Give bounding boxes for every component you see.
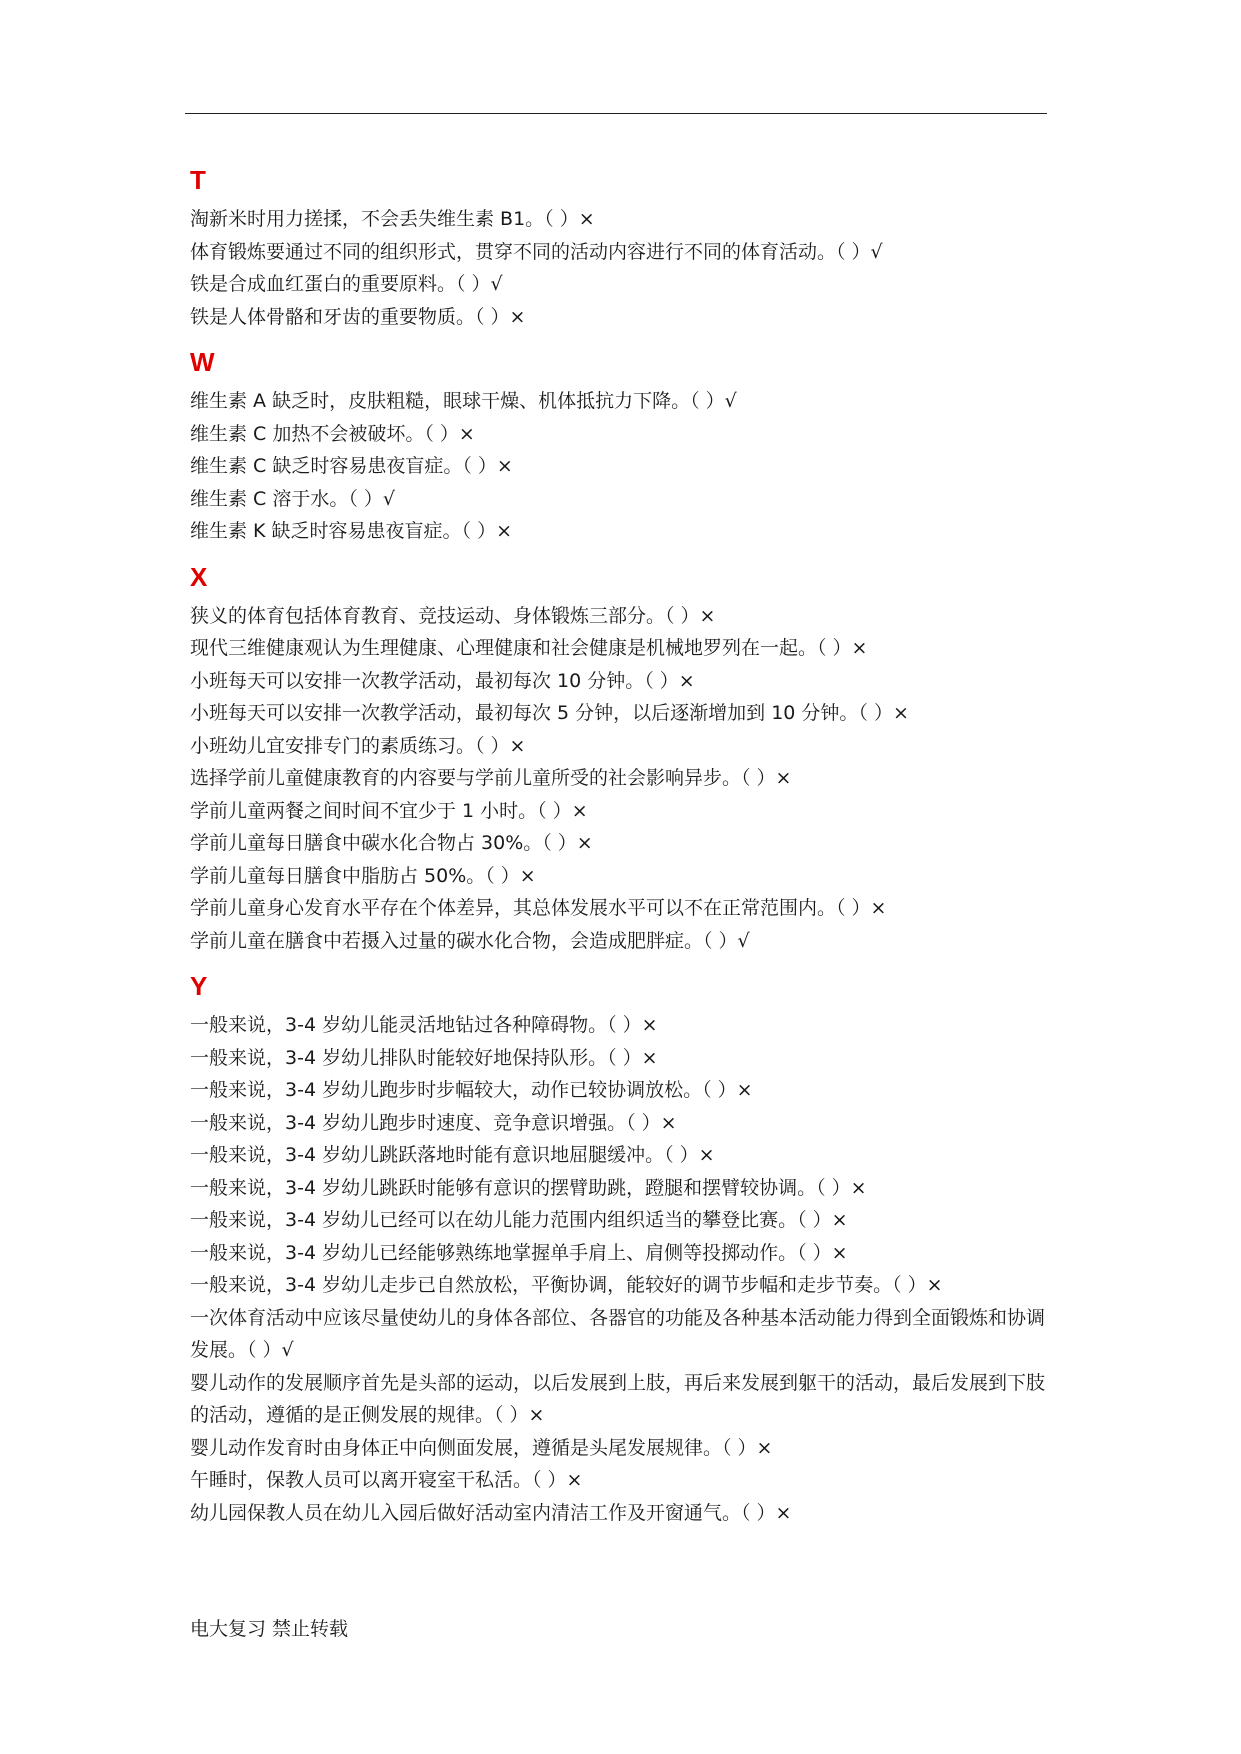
section-gap xyxy=(190,548,1052,562)
statement-item: 一般来说，3-4 岁幼儿跑步时速度、竞争意识增强。（ ）× xyxy=(190,1111,677,1134)
statement-item: 小班幼儿宜安排专门的素质练习。（ ）× xyxy=(190,734,526,757)
statement-item: 幼儿园保教人员在幼儿入园后做好活动室内清洁工作及开窗通气。（ ）× xyxy=(190,1501,792,1524)
statement-item: 婴儿动作的发展顺序首先是头部的运动，以后发展到上肢，再后来发展到躯干的活动，最后发展到下肢的活动，遵循的是正侧发展的规律。（ ）× xyxy=(190,1371,1046,1426)
statement-item: 维生素 A 缺乏时，皮肤粗糙，眼球干燥、机体抵抗力下降。（ ）√ xyxy=(190,390,737,412)
statement-item: 学前儿童身心发育水平存在个体差异，其总体发展水平可以不在正常范围内。（ ）× xyxy=(190,897,887,919)
statement-item: 一般来说，3-4 岁幼儿已经能够熟练地掌握单手肩上、肩侧等投掷动作。（ ）× xyxy=(190,1241,848,1264)
statement-item: 维生素 C 缺乏时容易患夜盲症。（ ）× xyxy=(190,455,513,477)
statement-item: 一般来说，3-4 岁幼儿走步已自然放松，平衡协调，能较好的调节步幅和走步节奏。（ ）× xyxy=(190,1274,943,1296)
statement-item: 学前儿童每日膳食中脂肪占 50%。（ ）× xyxy=(190,864,536,887)
statement-item: 一般来说，3-4 岁幼儿跑步时步幅较大，动作已较协调放松。（ ）× xyxy=(190,1079,753,1101)
header-rule xyxy=(185,113,1047,114)
statement-item: 婴儿动作发育时由身体正中向侧面发展，遵循是头尾发展规律。（ ）× xyxy=(190,1436,773,1459)
statement-item: 一般来说，3-4 岁幼儿跳跃时能够有意识的摆臂助跳，蹬腿和摆臂较协调。（ ）× xyxy=(190,1176,867,1199)
statement-item: 学前儿童在膳食中若摄入过量的碳水化合物，会造成肥胖症。（ ）√ xyxy=(190,929,750,952)
letter-gap xyxy=(190,592,1052,600)
section-letter-y: Y xyxy=(190,971,208,1001)
statement-item: 小班每天可以安排一次教学活动，最初每次 5 分钟，以后逐渐增加到 10 分钟。（ ）× xyxy=(190,702,909,724)
section-letter-t: T xyxy=(190,165,206,195)
statement-item: 一般来说，3-4 岁幼儿能灵活地钻过各种障碍物。（ ）× xyxy=(190,1014,658,1036)
letter-gap xyxy=(190,377,1052,385)
statement-item: 学前儿童两餐之间时间不宜少于 1 小时。（ ）× xyxy=(190,799,588,822)
section-gap xyxy=(190,333,1052,347)
statement-item: 一次体育活动中应该尽量使幼儿的身体各部位、各器官的功能及各种基本活动能力得到全面锻炼和协调发展。（ ）√ xyxy=(190,1306,1046,1361)
statement-item: 体育锻炼要通过不同的组织形式，贯穿不同的活动内容进行不同的体育活动。（ ）√ xyxy=(190,240,883,263)
section-letter-x: X xyxy=(190,561,208,592)
statement-item: 狭义的体育包括体育教育、竞技运动、身体锻炼三部分。（ ）× xyxy=(190,604,716,627)
letter-gap xyxy=(190,1001,1052,1009)
statement-item: 维生素 C 加热不会被破坏。（ ）× xyxy=(190,422,475,445)
statement-item: 铁是人体骨骼和牙齿的重要物质。（ ）× xyxy=(190,305,526,328)
statement-item: 铁是合成血红蛋白的重要原料。（ ）√ xyxy=(190,273,503,295)
statement-item: 一般来说，3-4 岁幼儿已经可以在幼儿能力范围内组织适当的攀登比赛。（ ）× xyxy=(190,1209,848,1231)
statement-item: 淘新米时用力搓揉，不会丢失维生素 B1。（ ）× xyxy=(190,208,595,230)
statement-item: 现代三维健康观认为生理健康、心理健康和社会健康是机械地罗列在一起。（ ）× xyxy=(190,637,868,659)
statement-item: 午睡时，保教人员可以离开寝室干私活。（ ）× xyxy=(190,1469,583,1491)
letter-gap xyxy=(190,195,1052,203)
section-gap xyxy=(190,957,1052,971)
statement-item: 学前儿童每日膳食中碳水化合物占 30%。（ ）× xyxy=(190,832,593,854)
document-body xyxy=(190,165,1052,1529)
statement-item: 维生素 K 缺乏时容易患夜盲症。（ ）× xyxy=(190,520,512,542)
statement-item: 一般来说，3-4 岁幼儿跳跃落地时能有意识地屈腿缓冲。（ ）× xyxy=(190,1144,715,1166)
statement-item: 选择学前儿童健康教育的内容要与学前儿童所受的社会影响异步。（ ）× xyxy=(190,767,792,789)
section-letter-w: W xyxy=(190,347,215,377)
statement-item: 小班每天可以安排一次教学活动，最初每次 10 分钟。（ ）× xyxy=(190,669,695,692)
statement-item: 维生素 C 溶于水。（ ）√ xyxy=(190,487,395,510)
page-footer: 电大复习 禁止转载 xyxy=(190,1618,349,1640)
statement-item: 一般来说，3-4 岁幼儿排队时能较好地保持队形。（ ）× xyxy=(190,1046,658,1069)
